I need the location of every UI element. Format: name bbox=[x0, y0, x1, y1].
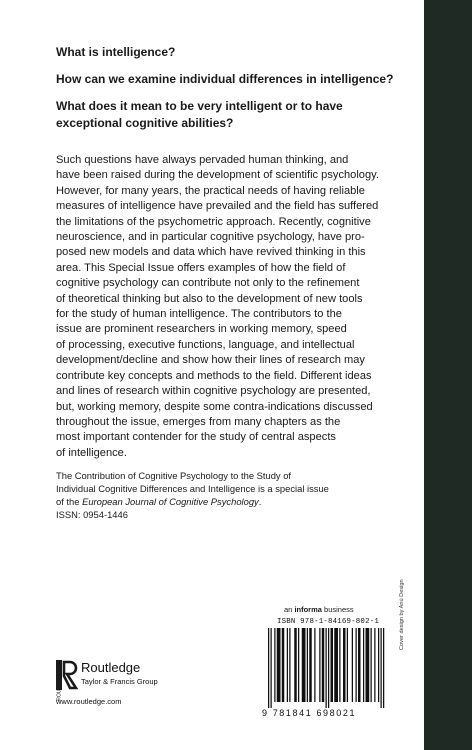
blurb-line: have been raised during the development of scientific psychology. bbox=[56, 169, 379, 182]
series-note-prefix: of the bbox=[56, 496, 83, 507]
blurb-line: but, working memory, despite some contra-indications discussed bbox=[56, 400, 373, 413]
blurb-line: neuroscience, and in particular cognitive psychology, have pro- bbox=[56, 231, 365, 244]
issn: ISSN: 0954-1446 bbox=[56, 509, 128, 520]
blurb-line: and lines of research within cognitive psychology are presented, bbox=[56, 385, 371, 398]
blurb-line: issue are prominent researchers in working memory, speed bbox=[56, 323, 347, 336]
question-very-intelligent-line-2: exceptional cognitive abilities? bbox=[56, 116, 234, 130]
routledge-vertical-mark: ROUTLEDGE bbox=[56, 669, 63, 701]
blurb-line: most important contender for the study of central aspects bbox=[56, 431, 336, 444]
isbn-label: ISBN 978-1-84169-802-1 bbox=[277, 618, 379, 626]
blurb-line: throughout the issue, emerges from many chapters as the bbox=[56, 415, 341, 428]
blurb-line: cognitive psychology can contribute not only to the refinement bbox=[56, 277, 360, 290]
isbn-barcode bbox=[262, 618, 394, 720]
blurb-line: contribute key concepts and methods to the field. Different ideas bbox=[56, 369, 372, 382]
blurb-line: the limitations of the psychometric approach. Recently, cognitive bbox=[56, 215, 371, 228]
blurb-line: of intelligence. bbox=[56, 446, 127, 459]
informa-business-tag bbox=[284, 605, 354, 614]
series-note-line: Individual Cognitive Differences and Intelligence is a special issue bbox=[56, 483, 329, 494]
journal-title: European Journal of Cognitive Psychology bbox=[82, 496, 259, 507]
publisher-name: Routledge bbox=[81, 660, 141, 675]
question-individual-differences: How can we examine individual differences in intelligence? bbox=[56, 72, 394, 86]
informa-suffix: business bbox=[321, 605, 354, 614]
series-note-line: The Contribution of Cognitive Psychology to the Study of bbox=[56, 470, 292, 481]
question-intelligence: What is intelligence? bbox=[56, 45, 176, 59]
blurb-line: area. This Special Issue offers examples of how the field of bbox=[56, 261, 346, 274]
publisher-url: www.routledge.com bbox=[56, 697, 122, 706]
blurb-line: of processing, executive functions, language, and intellectual bbox=[56, 338, 355, 351]
blurb-line: posed new models and data which have revived thinking in this bbox=[56, 246, 366, 259]
blurb-line: Such questions have always pervaded human thinking, and bbox=[56, 154, 349, 166]
informa-brand: informa bbox=[294, 605, 322, 614]
blurb-paragraph bbox=[56, 153, 396, 461]
spine-band bbox=[424, 0, 472, 750]
cover-design-credit: Cover design by Anú Design bbox=[399, 579, 405, 650]
blurb-line: development/decline and show how their lines of research may bbox=[56, 354, 365, 367]
barcode-digits: 9 781841 698021 bbox=[262, 708, 357, 718]
blurb-line: measures of intelligence have prevailed and the field has suffered bbox=[56, 200, 379, 213]
series-note bbox=[56, 469, 396, 521]
blurb-line: However, for many years, the practical needs of having reliable bbox=[56, 184, 365, 197]
series-note-suffix: . bbox=[258, 496, 262, 507]
blurb-line: for the study of human intelligence. The contributors to the bbox=[56, 308, 342, 321]
question-very-intelligent-line-1: What does it mean to be very intelligent or to have bbox=[56, 99, 343, 113]
blurb-line: of theoretical thinking but also to the development of new tools bbox=[56, 292, 363, 305]
publisher-group: Taylor & Francis Group bbox=[81, 677, 158, 686]
series-note-line bbox=[56, 495, 396, 508]
informa-prefix: an bbox=[284, 605, 295, 614]
barcode-icon bbox=[262, 628, 394, 708]
